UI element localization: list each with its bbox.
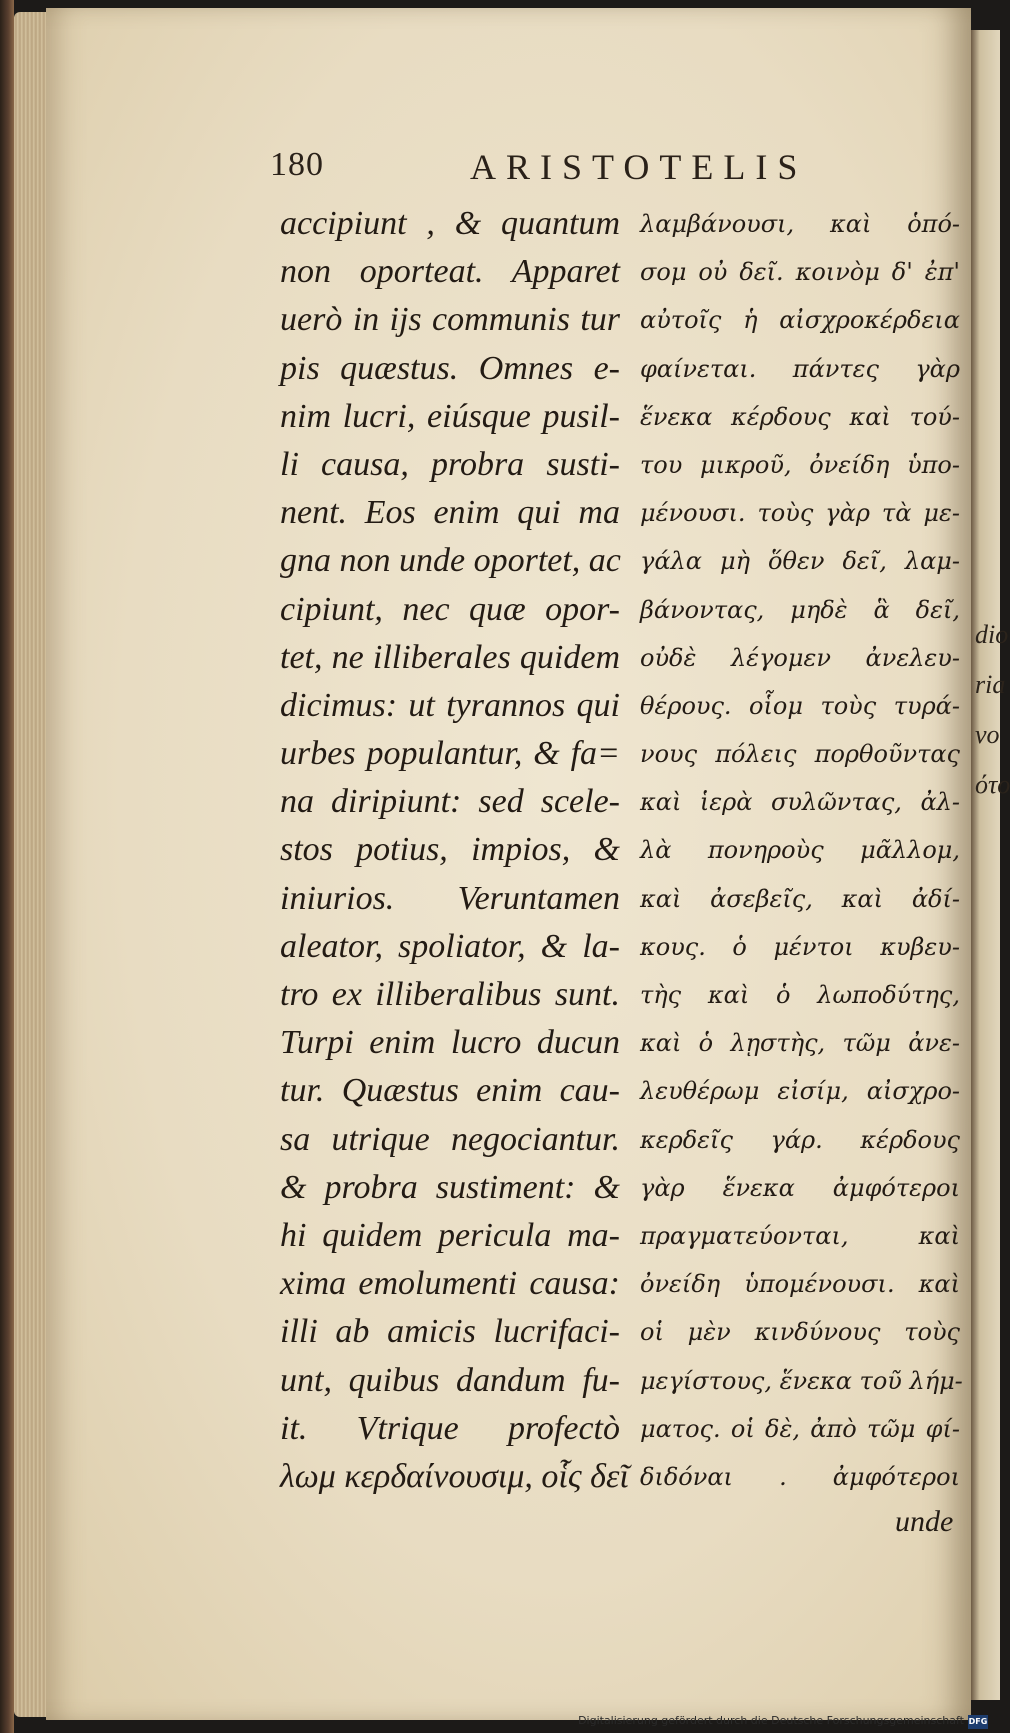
greek-text-line: λευθέρωμ εἰσίμ, αἰσχρο- — [640, 1077, 960, 1106]
catchword: unde — [895, 1505, 954, 1538]
greek-text-line: αὐτοῖς ἡ αἰσχροκέρδεια — [640, 306, 960, 335]
greek-text-line: βάνοντας, μηδὲ ἃ δεῖ, — [640, 595, 960, 624]
greek-text-line: γάλα μὴ ὅθεν δεῖ, λαμ- — [640, 547, 960, 576]
book-cover-edge — [0, 0, 14, 1733]
latin-text-line: tur. Quæstus enim cau- — [280, 1072, 620, 1110]
latin-text-line: na diripiunt: sed scele- — [280, 783, 620, 821]
latin-text-line: xima emolumenti causa: — [280, 1265, 620, 1303]
greek-text-line: τὴς καὶ ὁ λωποδύτης, — [640, 981, 960, 1009]
latin-text-line: tro ex illiberalibus sunt. — [280, 976, 620, 1013]
latin-text-line: stos potius, impios, & — [280, 831, 620, 869]
latin-text-line: uerò in ijs communis tur — [280, 301, 620, 339]
greek-text-line: διδόναι . ἀμφότεροι — [640, 1462, 960, 1491]
latin-text-line: illi ab amicis lucrifaci- — [280, 1313, 620, 1351]
latin-text-line: sa utrique negociantur. — [280, 1120, 620, 1158]
greek-text-line: λαμβάνουσι, καὶ ὁπό- — [640, 210, 960, 238]
digitization-credit: Digitalisierung gefördert durch die Deutsche Forschungsgemeinschaft — [578, 1714, 964, 1727]
latin-text-line: dicimus: ut tyrannos qui — [280, 686, 620, 724]
greek-text-line: ἕνεκα κέρδους καὶ τού- — [640, 402, 960, 431]
latin-text-line: accipiunt , & quantum — [280, 205, 620, 242]
greek-text-line: σομ οὐ δεῖ. κοινὸμ δ' ἐπ' — [640, 258, 960, 287]
latin-text-line: & probra sustiment: & — [280, 1168, 620, 1206]
page-header — [270, 146, 870, 192]
latin-text-line: li causa, probra susti- — [280, 445, 620, 483]
latin-text-line: nent. Eos enim qui ma — [280, 494, 620, 532]
latin-text-line: it. Vtrique profectò — [280, 1409, 620, 1447]
latin-text-line: aleator, spoliator, & la- — [280, 927, 620, 965]
latin-text-line: gna non unde oportet, ac — [280, 542, 621, 580]
latin-text-line: hi quidem pericula ma- — [280, 1216, 620, 1254]
greek-text-line: γὰρ ἕνεκα ἀμφότεροι — [640, 1173, 960, 1202]
greek-text-line: ὀνείδη ὑπομένουσι. καὶ — [640, 1270, 960, 1299]
latin-text-line: cipiunt, nec quæ opor- — [280, 590, 620, 628]
latin-text-line: pis quæstus. Omnes e- — [280, 349, 620, 387]
greek-text-line: οἱ μὲν κινδύνους τοὺς — [640, 1318, 960, 1347]
latin-text-line: λωμ κερδαίνουσιμ, οἷς δεῖ — [280, 1457, 629, 1495]
dfg-logo: DFG — [968, 1715, 988, 1729]
greek-text-line: ματος. οἱ δὲ, ἀπὸ τῶμ φί- — [640, 1414, 960, 1443]
greek-text-line: μένουσι. τοὺς γὰρ τὰ με- — [640, 499, 960, 528]
latin-text-line: Turpi enim lucro ducun — [280, 1024, 620, 1062]
running-title: ARISTOTELIS — [470, 147, 808, 187]
latin-text-line: non oporteat. Apparet — [280, 253, 620, 291]
greek-text-line: καὶ ὁ λῃστὴς, τῶμ ἀνε- — [640, 1029, 960, 1058]
facing-page-fragment: vo — [975, 720, 1000, 749]
greek-text-line: κερδεῖς γάρ. κέρδους — [640, 1125, 960, 1154]
greek-text-line: οὐδὲ λέγομεν ἀνελευ- — [640, 643, 960, 672]
greek-text-line: καὶ ἀσεβεῖς, καὶ ἀδί- — [640, 884, 960, 913]
latin-text-line: tet, ne illiberales quidem — [280, 638, 620, 676]
latin-text-line: iniurios. Veruntamen — [280, 879, 620, 917]
greek-text-line: του μικροῦ, ὀνείδη ὑπο- — [640, 450, 960, 479]
greek-text-line: καὶ ἱερὰ συλῶντας, ἀλ- — [640, 788, 960, 817]
latin-text-line: nim lucri, eiúsque pusil- — [280, 397, 620, 435]
greek-text-line: κους. ὁ μέντοι κυβευ- — [640, 932, 960, 961]
greek-column — [640, 200, 963, 1501]
latin-column — [280, 200, 629, 1501]
latin-text-line: unt, quibus dandum fu- — [280, 1361, 620, 1399]
greek-text-line: θέρους. οἷομ τοὺς τυρά- — [640, 691, 960, 720]
page-number: 180 — [270, 146, 324, 183]
facing-page-fragment: ότο — [975, 770, 1010, 799]
latin-text-line: urbes populantur, & fa= — [280, 735, 620, 773]
greek-text-line: φαίνεται. πάντες γὰρ — [640, 354, 960, 383]
facing-page-fragment: dio — [975, 620, 1009, 649]
greek-text-line: μεγίστους, ἕνεκα τοῦ λήμ- — [640, 1366, 963, 1395]
page-block-edges — [14, 12, 50, 1717]
greek-text-line: νους πόλεις πορθοῦντας — [640, 740, 960, 769]
facing-page-fragment: ria — [975, 670, 1006, 699]
facing-page-sliver — [971, 30, 1010, 1700]
greek-text-line: πραγματεύονται, καὶ — [640, 1221, 960, 1250]
greek-text-line: λὰ πονηροὺς μᾶλλομ, — [640, 836, 960, 865]
